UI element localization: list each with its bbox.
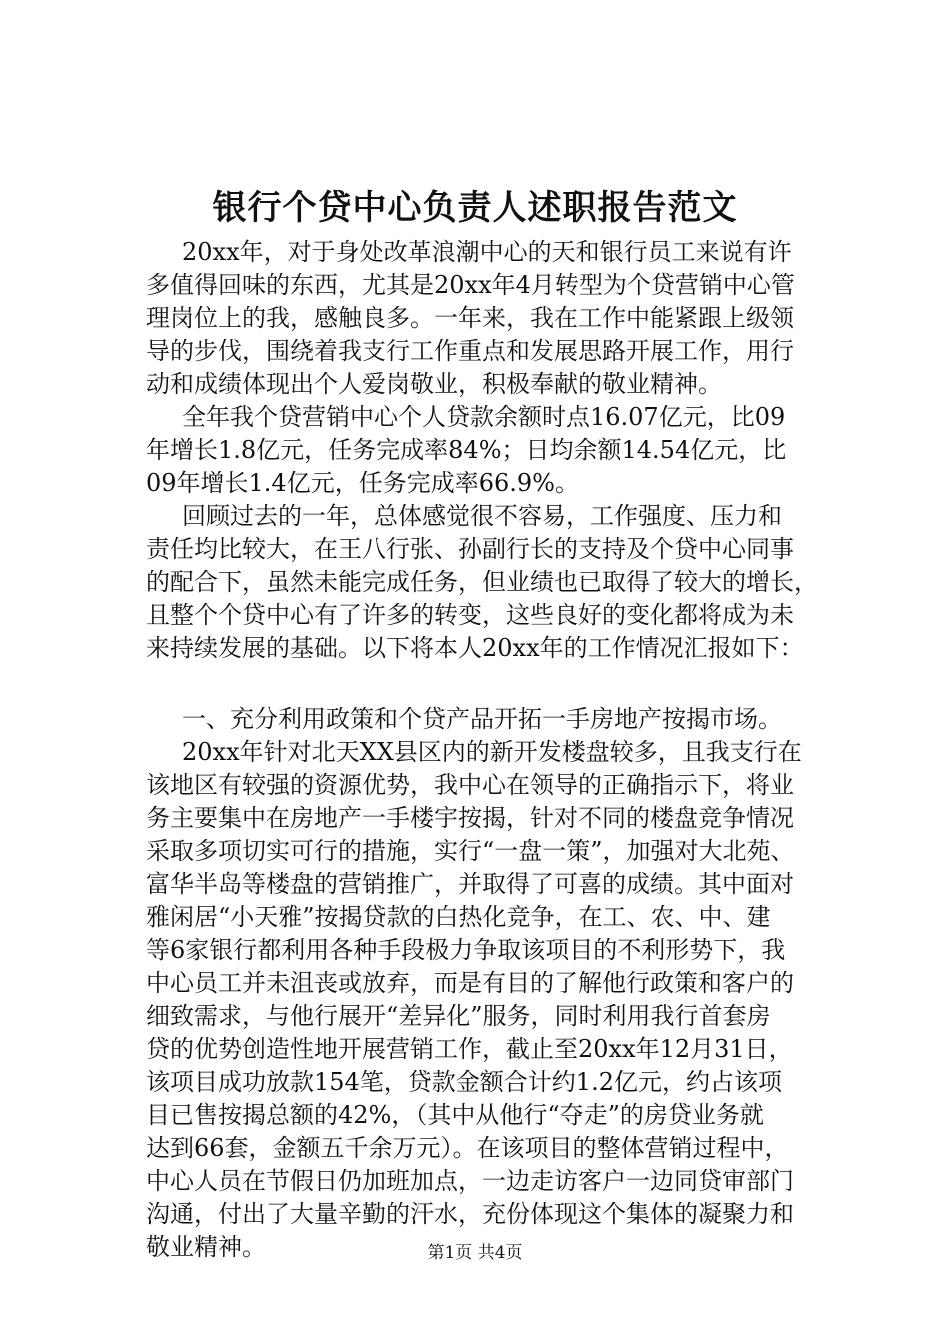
text-line: 且整个个贷中心有了许多的转变，这些良好的变化都将成为未 xyxy=(146,601,794,629)
text-line: 回顾过去的一年，总体感觉很不容易，工作强度、压力和 xyxy=(182,502,782,530)
text-line: 敬业精神。 xyxy=(146,1233,266,1261)
text-line: 沟通，付出了大量辛勤的汗水，充份体现这个集体的凝聚力和 xyxy=(146,1200,794,1228)
text-line: 来持续发展的基础。以下将本人20xx年的工作情况汇报如下： xyxy=(146,634,804,662)
text-line: 年增长1.8亿元，任务完成率84%；日均余额14.54亿元，比 xyxy=(146,436,787,464)
text-line: 达到66套，金额五千余万元）。在该项目的整体营销过程中， xyxy=(146,1134,789,1162)
text-line: 理岗位上的我，感触良多。一年来，我在工作中能紧跟上级领 xyxy=(146,304,794,332)
page-footer: 第1页 共4页 xyxy=(427,1243,523,1263)
text-line: 动和成绩体现出个人爱岗敬业，积极奉献的敬业精神。 xyxy=(146,370,722,398)
text-line: 全年我个贷营销中心个人贷款余额时点16.07亿元，比09 xyxy=(182,403,786,431)
text-line: 导的步伐，围绕着我支行工作重点和发展思路开展工作，用行 xyxy=(146,337,794,365)
text-line: 贷的优势创造性地开展营销工作，截止至20xx年12月31日， xyxy=(146,1035,793,1063)
text-line: 目已售按揭总额的42%，（其中从他行“夺走”的房贷业务就 xyxy=(146,1101,764,1129)
text-line: 富华半岛等楼盘的营销推广，并取得了可喜的成绩。其中面对 xyxy=(146,870,794,898)
text-line: 中心人员在节假日仍加班加点，一边走访客户一边同贷审部门 xyxy=(146,1167,794,1195)
text-line: 该地区有较强的资源优势，我中心在领导的正确指示下，将业 xyxy=(146,771,794,799)
text-line: 中心员工并未沮丧或放弃，而是有目的了解他行政策和客户的 xyxy=(146,969,794,997)
document-title: 银行个贷中心负责人述职报告范文 xyxy=(212,188,738,228)
text-line: 多值得回味的东西，尤其是20xx年4月转型为个贷营销中心管 xyxy=(146,271,795,299)
text-line: 等6家银行都利用各种手段极力争取该项目的不利形势下，我 xyxy=(146,936,786,964)
text-line: 雅闲居“小天雅”按揭贷款的白热化竞争，在工、农、中、建 xyxy=(146,903,771,931)
text-line: 的配合下，虽然未能完成任务，但业绩也已取得了较大的增长， xyxy=(146,568,818,596)
paragraph-gap xyxy=(146,665,836,703)
text-line: 20xx年，对于身处改革浪潮中心的天和银行员工来说有许 xyxy=(182,238,792,266)
text-line: 09年增长1.4亿元，任务完成率66.9%。 xyxy=(146,469,579,497)
document-body xyxy=(146,236,836,1264)
text-line: 采取多项切实可行的措施，实行“一盘一策”，加强对大北苑、 xyxy=(146,837,795,865)
text-line: 该项目成功放款154笔，贷款金额合计约1.2亿元，约占该项 xyxy=(146,1068,782,1096)
text-line: 20xx年针对北天XX县区内的新开发楼盘较多，且我支行在 xyxy=(182,738,802,766)
text-line: 责任均比较大，在王八行张、孙副行长的支持及个贷中心同事 xyxy=(146,535,794,563)
text-line: 一、充分利用政策和个贷产品开拓一手房地产按揭市场。 xyxy=(182,705,782,733)
text-line: 细致需求，与他行展开“差异化”服务，同时利用我行首套房 xyxy=(146,1002,771,1030)
text-line: 务主要集中在房地产一手楼宇按揭，针对不同的楼盘竞争情况 xyxy=(146,804,794,832)
